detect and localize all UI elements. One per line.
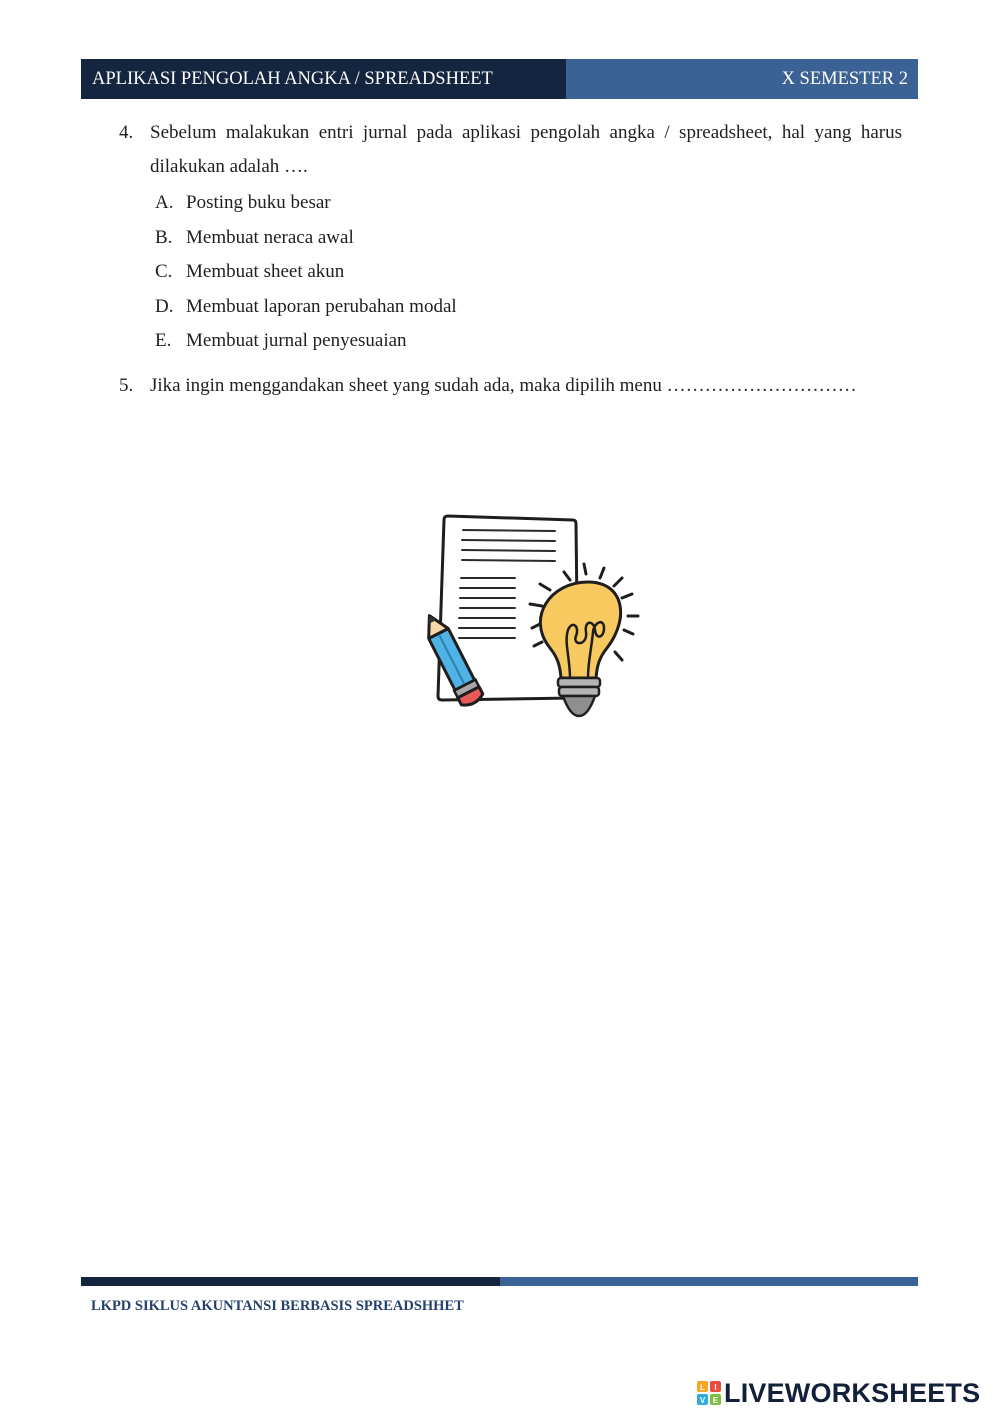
option-letter: E. bbox=[155, 330, 172, 351]
document-idea-illustration bbox=[418, 512, 648, 722]
question-text: Jika ingin menggandakan sheet yang sudah ada, maka dipilih menu ………………………… bbox=[150, 375, 857, 396]
option-text: Membuat neraca awal bbox=[186, 226, 354, 248]
option-letter: A. bbox=[155, 192, 174, 213]
option-letter: B. bbox=[155, 226, 173, 248]
header-subject-title: APLIKASI PENGOLAH ANGKA / SPREADSHEET bbox=[81, 59, 566, 99]
footer-bar-dark bbox=[81, 1277, 500, 1286]
liveworksheets-grid-icon bbox=[697, 1381, 721, 1405]
svg-text:I: I bbox=[714, 1382, 717, 1392]
illustration bbox=[418, 512, 648, 722]
question-5 bbox=[119, 369, 919, 403]
svg-text:E: E bbox=[712, 1395, 719, 1405]
option-letter: D. bbox=[155, 295, 174, 317]
question-text: Sebelum malakukan entri jurnal pada aplikasi pengolah angka / spreadsheet, hal yang harus dilakukan adalah …. bbox=[150, 122, 902, 177]
brand-name: LIVEWORKSHEETS bbox=[724, 1377, 981, 1408]
footer-divider bbox=[81, 1277, 918, 1286]
option-text: Membuat jurnal penyesuaian bbox=[186, 330, 407, 351]
option-text: Membuat sheet akun bbox=[186, 261, 345, 282]
question-number: 4. bbox=[119, 122, 134, 143]
footer-title: LKPD SIKLUS AKUNTANSI BERBASIS SPREADSHHET bbox=[91, 1298, 464, 1314]
svg-text:L: L bbox=[700, 1382, 705, 1392]
option-letter: C. bbox=[155, 261, 173, 282]
option-text: Membuat laporan perubahan modal bbox=[186, 295, 457, 317]
footer-bar-blue bbox=[500, 1277, 918, 1286]
question-4 bbox=[119, 116, 902, 186]
svg-text:V: V bbox=[699, 1395, 706, 1405]
liveworksheets-logo[interactable] bbox=[697, 1376, 980, 1410]
option-text: Posting buku besar bbox=[186, 192, 331, 213]
header-class-semester: X SEMESTER 2 bbox=[566, 59, 918, 99]
question-number: 5. bbox=[119, 375, 134, 396]
page-header bbox=[81, 59, 918, 99]
